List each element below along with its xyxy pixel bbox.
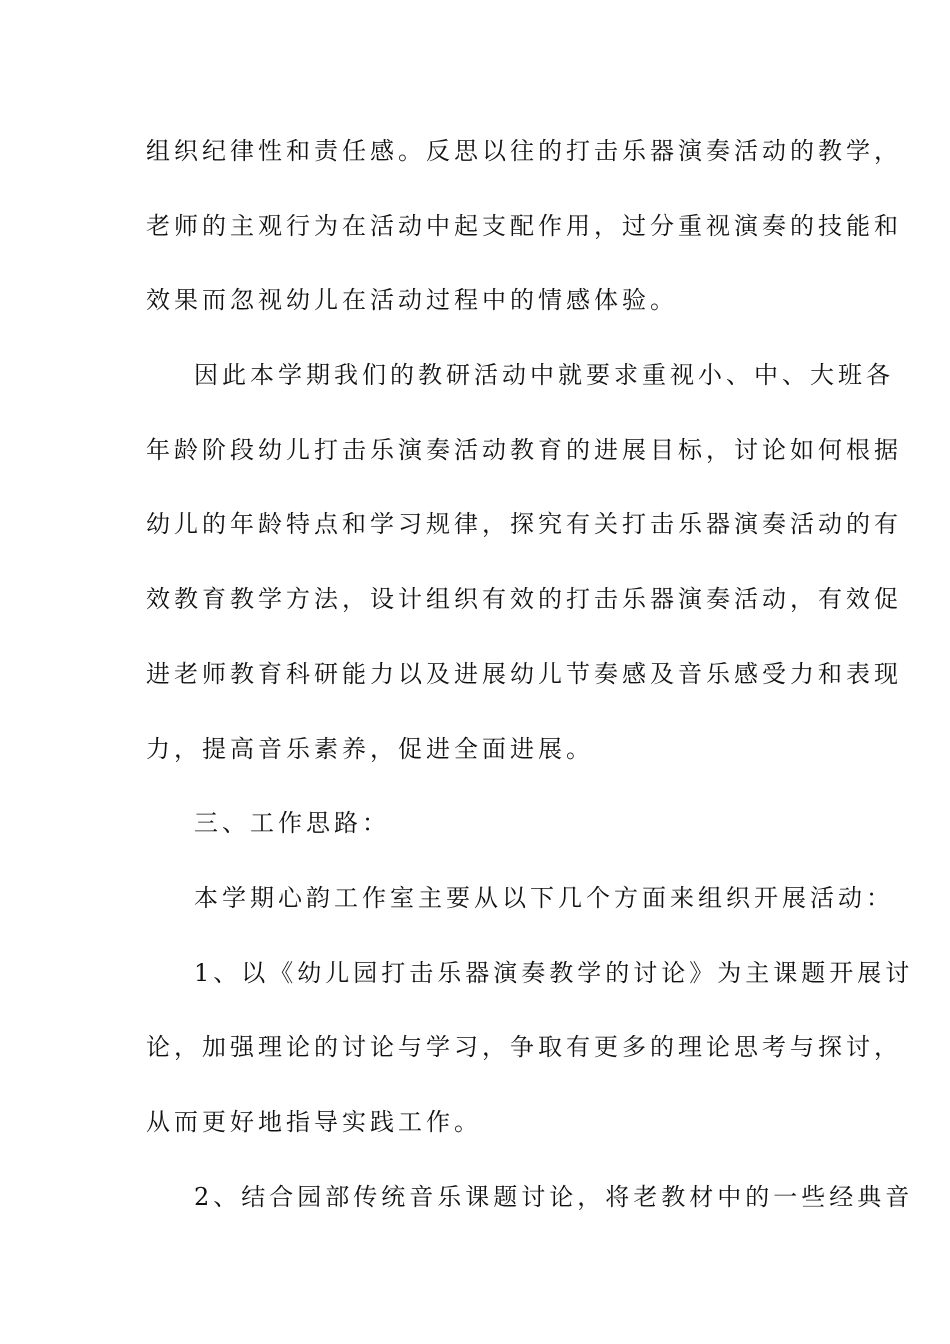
text-line: 老师的主观行为在活动中起支配作用，过分重视演奏的技能和 bbox=[146, 212, 902, 240]
text-line: 效果而忽视幼儿在活动过程中的情感体验。 bbox=[146, 286, 678, 314]
text-line: 组织纪律性和责任感。反思以往的打击乐器演奏活动的教学， bbox=[146, 137, 902, 165]
paragraph-start-line: 因此本学期我们的教研活动中就要求重视小、中、大班各 bbox=[194, 361, 894, 389]
list-item-2-line: 2、结合园部传统音乐课题讨论，将老教材中的一些经典音 bbox=[194, 1183, 914, 1211]
text-line: 论，加强理论的讨论与学习，争取有更多的理论思考与探讨， bbox=[146, 1033, 902, 1061]
text-line: 年龄阶段幼儿打击乐演奏活动教育的进展目标，讨论如何根据 bbox=[146, 436, 902, 464]
text-line: 力，提高音乐素养，促进全面进展。 bbox=[146, 735, 594, 763]
section-heading: 三、工作思路： bbox=[194, 809, 390, 837]
paragraph-start-line: 本学期心韵工作室主要从以下几个方面来组织开展活动： bbox=[194, 884, 894, 912]
text-line: 进老师教育科研能力以及进展幼儿节奏感及音乐感受力和表现 bbox=[146, 660, 902, 688]
text-line: 从而更好地指导实践工作。 bbox=[146, 1108, 482, 1136]
text-line: 效教育教学方法，设计组织有效的打击乐器演奏活动，有效促 bbox=[146, 585, 902, 613]
text-line: 幼儿的年龄特点和学习规律，探究有关打击乐器演奏活动的有 bbox=[146, 510, 902, 538]
list-item-1-line: 1、以《幼儿园打击乐器演奏教学的讨论》为主课题开展讨 bbox=[194, 959, 914, 987]
